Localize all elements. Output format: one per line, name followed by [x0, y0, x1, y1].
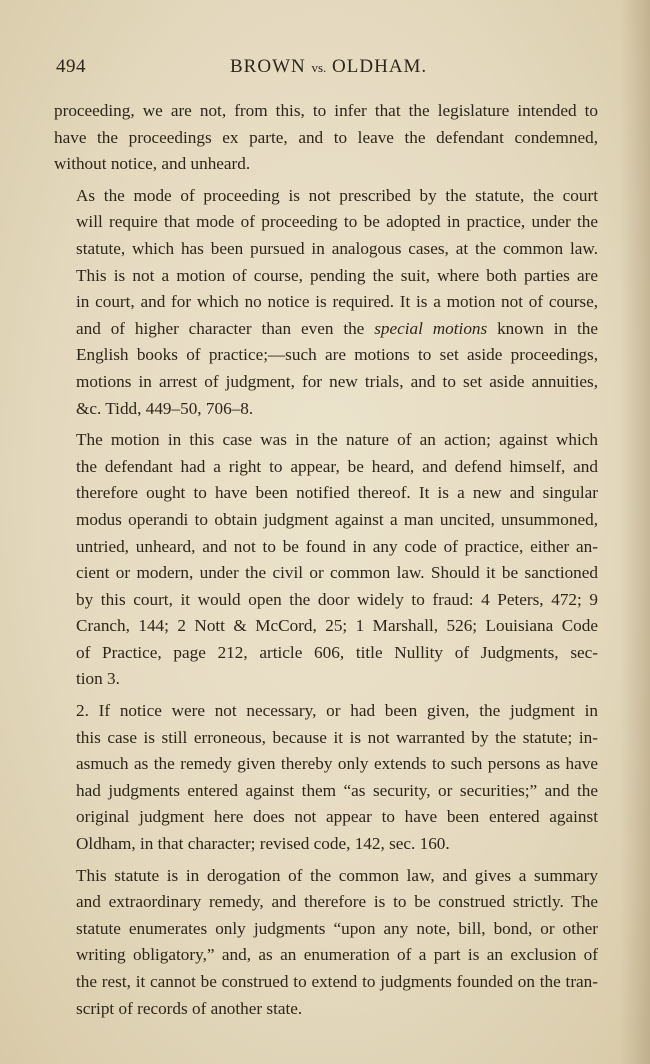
text-line: Oldham, in that character; revised code, 142, sec. 160.	[76, 834, 450, 854]
text-line: 2. If notice were not necessary, or had been given, the judgment in	[76, 701, 598, 721]
text-line: had judgments entered against them “as security, or securities;” and the	[76, 780, 598, 800]
text-line: original judgment here does not appear to have been entered against	[76, 807, 598, 827]
text-line: cient or modern, under the civil or common law. Should it be sanctioned	[76, 563, 598, 583]
text-line: script of records of another state.	[76, 998, 303, 1018]
text-line: This statute is in derogation of the common law, and gives a summary	[76, 865, 598, 885]
text-line: statute enumerates only judgments “upon any note, bill, bond, or other	[76, 918, 598, 938]
body-text	[54, 98, 598, 1027]
text-line: Cranch, 144; 2 Nott & McCord, 25; 1 Marshall, 526; Louisiana Code	[76, 616, 598, 636]
italic-phrase: special motions	[374, 318, 488, 338]
text-line: proceeding, we are not, from this, to infer that the legislature intended to	[54, 101, 598, 120]
text-line: the rest, it cannot be construed to extend to judgments founded on the tran-	[76, 972, 598, 991]
text-line: in court, and for which no notice is required. It is a motion not of course,	[76, 292, 598, 312]
text-line: This is not a motion of course, pending the suit, where both parties are	[76, 265, 598, 285]
text-line: without notice, and unheard.	[54, 154, 251, 174]
text-line: writing obligatory,” and, as an enumeration of a part is an exclusion of	[76, 945, 598, 965]
text-line: by this court, it would open the door widely to fraud: 4 Peters, 472; 9	[76, 589, 598, 609]
text-line: untried, unheard, and not to be found in any code of practice, either an-	[76, 536, 598, 556]
text-line: will require that mode of proceeding to be adopted in practice, under the	[76, 212, 598, 232]
text-line: English books of practice;—such are motions to set aside proceedings,	[76, 345, 598, 365]
page-number: 494	[56, 56, 86, 77]
text-line: therefore ought to have been notified thereof. It is a new and singular	[76, 483, 598, 503]
text-line: The motion in this case was in the nature of an action; against which	[76, 430, 598, 450]
text-line	[54, 316, 598, 343]
text-line: statute, which has been pursued in analogous cases, at the common law.	[76, 238, 598, 258]
text-line: asmuch as the remedy given thereby only extends to such persons as have	[76, 754, 598, 774]
paragraph-5	[54, 863, 598, 1023]
paragraph-3	[54, 427, 598, 693]
paragraph-1	[54, 98, 598, 178]
paragraph-4	[54, 698, 598, 858]
text-line: this case is still erroneous, because it is not warranted by the statute; in-	[76, 727, 598, 747]
page-header	[56, 56, 620, 86]
running-title-part1: BROWN	[230, 56, 306, 77]
text-line: motions in arrest of judgment, for new trials, and to set aside annuities,	[76, 371, 598, 391]
text-line: have the proceedings ex parte, and to leave the defendant condemned,	[54, 127, 598, 147]
text-line: &c. Tidd, 449–50, 706–8.	[76, 398, 254, 418]
text-line: modus operandi to obtain judgment against a man uncited, unsummoned,	[76, 509, 598, 529]
text-line: of Practice, page 212, article 606, title Nullity of Judgments, sec-	[76, 642, 598, 662]
text-segment: and of higher character than even the	[76, 318, 375, 338]
text-line: the defendant had a right to appear, be heard, and defend himself, and	[76, 456, 598, 476]
running-title-vs: vs.	[311, 60, 327, 75]
text-line: and extraordinary remedy, and therefore is to be construed strictly. The	[76, 892, 598, 912]
running-title-part2: OLDHAM.	[332, 56, 428, 77]
running-title	[230, 56, 427, 78]
text-line: As the mode of proceeding is not prescribed by the statute, the court	[76, 185, 598, 205]
paragraph-2	[54, 183, 598, 422]
text-line: tion 3.	[76, 669, 120, 689]
text-segment: known in the	[487, 318, 598, 338]
